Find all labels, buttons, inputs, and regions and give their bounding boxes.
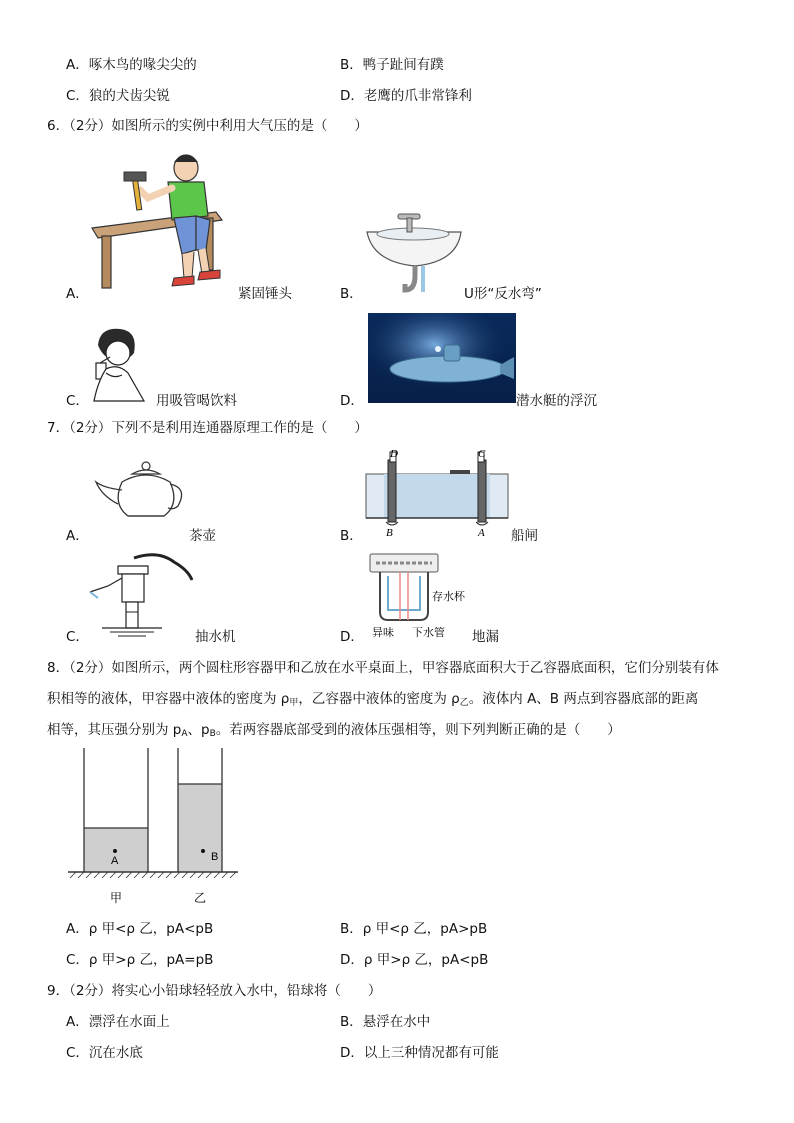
q8-stem-line2: [47, 690, 698, 712]
q7-lock-label-b: B: [386, 527, 393, 539]
q8-option-c: C．ρ 甲>ρ 乙，pA=pB: [66, 952, 214, 968]
q7-option-d-caption: 地漏: [472, 629, 499, 645]
q6-option-d-caption: 潜水艇的浮沉: [516, 393, 597, 409]
q5-option-d: D．老鹰的爪非常锋利: [340, 88, 472, 104]
q7-lock-label-c: C: [478, 448, 486, 460]
q9-option-d: D．以上三种情况都有可能: [340, 1045, 499, 1061]
q7-drain-label-odor: 异味: [372, 627, 394, 639]
q8-container-jia-label: 甲: [110, 891, 123, 905]
q8-line3-sub-b: B: [209, 729, 216, 739]
q7-option-a-caption: 茶壶: [189, 528, 216, 544]
q8-line3-part1: 相等，其压强分别为 p: [47, 722, 182, 738]
q8-stem-line1: 8．（2分）如图所示，两个圆柱形容器甲和乙放在水平桌面上，甲容器底面积大于乙容器底面积，它们分别装有体: [47, 660, 719, 676]
q5-option-a: A．啄木鸟的喙尖尖的: [66, 57, 197, 73]
q7-figure-shiplock: [366, 444, 508, 540]
q8-option-d: D．ρ 甲>ρ 乙，pA<pB: [340, 952, 489, 968]
q8-line2-part3: 。液体内 A、B 两点到容器底部的距离: [468, 691, 699, 707]
q9-option-b: B．悬浮在水中: [340, 1014, 431, 1030]
q6-option-c-caption: 用吸管喝饮料: [156, 393, 237, 409]
q8-line3-part3: 。若两容器底部受到的液体压强相等，则下列判断正确的是（ ）: [215, 722, 621, 738]
q7-figure-pump: [88, 552, 194, 638]
q7-option-c-letter: C．: [66, 629, 89, 645]
q6-stem: 6．（2分）如图所示的实例中利用大气压的是（ ）: [47, 118, 368, 134]
q6-option-d-letter: D．: [340, 393, 364, 409]
q7-figure-drain: [366, 550, 474, 642]
q6-option-a-caption: 紧固锤头: [238, 286, 292, 302]
q7-lock-label-a: A: [478, 527, 485, 539]
q8-figure-containers: [66, 748, 242, 908]
q6-option-c-letter: C．: [66, 393, 89, 409]
q6-option-a-letter: A．: [66, 286, 89, 302]
q8-option-b: B．ρ 甲<ρ 乙，pA>pB: [340, 921, 488, 937]
q9-stem: 9．（2分）将实心小铅球轻轻放入水中，铅球将（ ）: [47, 983, 382, 999]
q8-container-yi-label: 乙: [194, 891, 207, 905]
q8-line2-part1: 积相等的液体，甲容器中液体的密度为 ρ: [47, 691, 290, 707]
q6-option-b-caption: U形“反水弯”: [464, 286, 542, 302]
q7-drain-label-cup: 存水杯: [432, 591, 465, 603]
q6-option-b-letter: B．: [340, 286, 363, 302]
q8-line3-part2: 、p: [187, 722, 210, 738]
q8-line3-sub-a: A: [181, 729, 188, 739]
q5-option-b: B．鸭子趾间有蹼: [340, 57, 444, 73]
q9-option-c: C．沉在水底: [66, 1045, 143, 1061]
q6-figure-sink: [365, 210, 465, 298]
q8-line2-part2: ，乙容器中液体的密度为 ρ: [298, 691, 460, 707]
q7-figure-teapot: [92, 460, 188, 520]
q7-option-d-letter: D．: [340, 629, 364, 645]
q5-option-c: C．狼的犬齿尖锐: [66, 88, 170, 104]
q6-figure-straw: [88, 325, 154, 403]
q7-option-b-letter: B．: [340, 528, 363, 544]
q7-option-c-caption: 抽水机: [195, 629, 236, 645]
q8-point-a-label: A: [111, 855, 119, 867]
q7-lock-label-d: D: [390, 448, 398, 460]
q9-option-a: A．漂浮在水面上: [66, 1014, 170, 1030]
q8-point-b-label: B: [211, 851, 219, 863]
q6-figure-hammer: [88, 150, 230, 292]
q7-drain-label-pipe: 下水管: [412, 627, 445, 639]
q8-option-a: A．ρ 甲<ρ 乙，pA<pB: [66, 921, 214, 937]
q7-option-b-caption: 船闸: [511, 528, 538, 544]
q7-option-a-letter: A．: [66, 528, 89, 544]
q8-line2-sub-jia: 甲: [289, 698, 299, 708]
q7-stem: 7．（2分）下列不是利用连通器原理工作的是（ ）: [47, 420, 368, 436]
q8-stem-line3: [47, 721, 621, 743]
q8-line2-sub-yi: 乙: [459, 698, 469, 708]
q6-figure-submarine: [368, 313, 516, 403]
